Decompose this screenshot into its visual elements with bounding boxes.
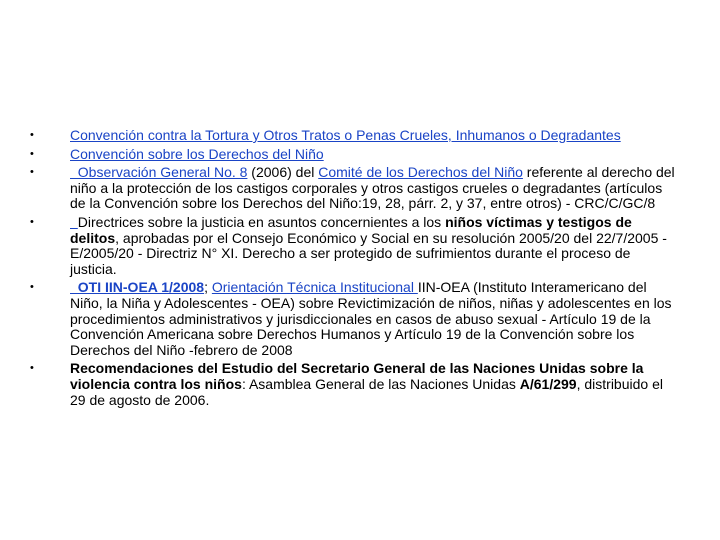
list-item [30, 215, 680, 277]
item-text: , distribuido el 29 de agosto de 2006. [70, 375, 663, 408]
technical-guidance-link[interactable]: Orientación Técnica Institucional [211, 279, 418, 296]
torture-convention-link[interactable]: Convención contra la Tortura y Otros Tratos o Penas Crueles, Inhumanos o Degradantes [70, 127, 621, 143]
bullet-marker: • [30, 166, 34, 179]
bullet-list [30, 128, 680, 411]
list-item [30, 280, 680, 358]
list-item [30, 128, 680, 144]
bold-text: Recomendaciones del Estudio del Secretario General de las Naciones Unidas sobre la violencia contra los niños [70, 360, 644, 392]
child-rights-convention-link[interactable]: Convención sobre los Derechos del Niño [70, 145, 324, 162]
item-text: (2006) del [247, 164, 319, 181]
item-text: : Asamblea General de las Naciones Unidas [241, 375, 520, 392]
bullet-marker: • [30, 362, 34, 375]
bold-text: A/61/299 [519, 375, 577, 392]
bold-text: niños víctimas y testigos de delitos [70, 213, 632, 246]
general-comment-8-link[interactable]: Observación General No. 8 [70, 164, 248, 181]
crc-committee-link[interactable]: Comité de los Derechos del Niño [318, 164, 523, 181]
item-text: IIN-OEA (Instituto Interamericano del Niño, la Niña y Adolescentes - OEA) sobre Revictimización de niños, niñas y adolescentes en los procedimientos administrativos y jurisdiccionales en casos de abuso sexual - Artículo 19 de la Convención Americana sobre Derechos Humanos y Artículo 19 de la Convención sobre los Derechos del Niño -febrero de 2008 [70, 279, 672, 358]
oti-iin-oea-link[interactable]: OTI IIN-OEA 1/2008 [70, 279, 205, 296]
guidelines-link[interactable] [70, 214, 78, 230]
item-text: , aprobadas por el Consejo Económico y Social en su resolución 2005/20 del 22/7/2005 - E/2005/20 - Directriz N° XI. Derecho a ser protegido de sufrimientos durante el proceso de justicia. [70, 229, 667, 277]
bullet-marker: • [30, 147, 34, 160]
bullet-marker: • [30, 281, 34, 294]
item-text: referente al derecho del niño a la protección de los castigos corporales y otros castigos crueles o degradantes (artículos de la Convención sobre los Derechos del Niño:19, 28, párr. 2, y 37, entre otros) - CRC/C/GC/8 [70, 164, 675, 212]
list-item [30, 361, 680, 408]
item-text: Directrices sobre la justicia en asuntos concernientes a los [77, 213, 446, 230]
bullet-marker: • [30, 215, 34, 228]
list-item [30, 147, 680, 163]
item-text: ; [204, 279, 212, 296]
bullet-marker: • [30, 129, 34, 141]
list-item [30, 165, 680, 212]
